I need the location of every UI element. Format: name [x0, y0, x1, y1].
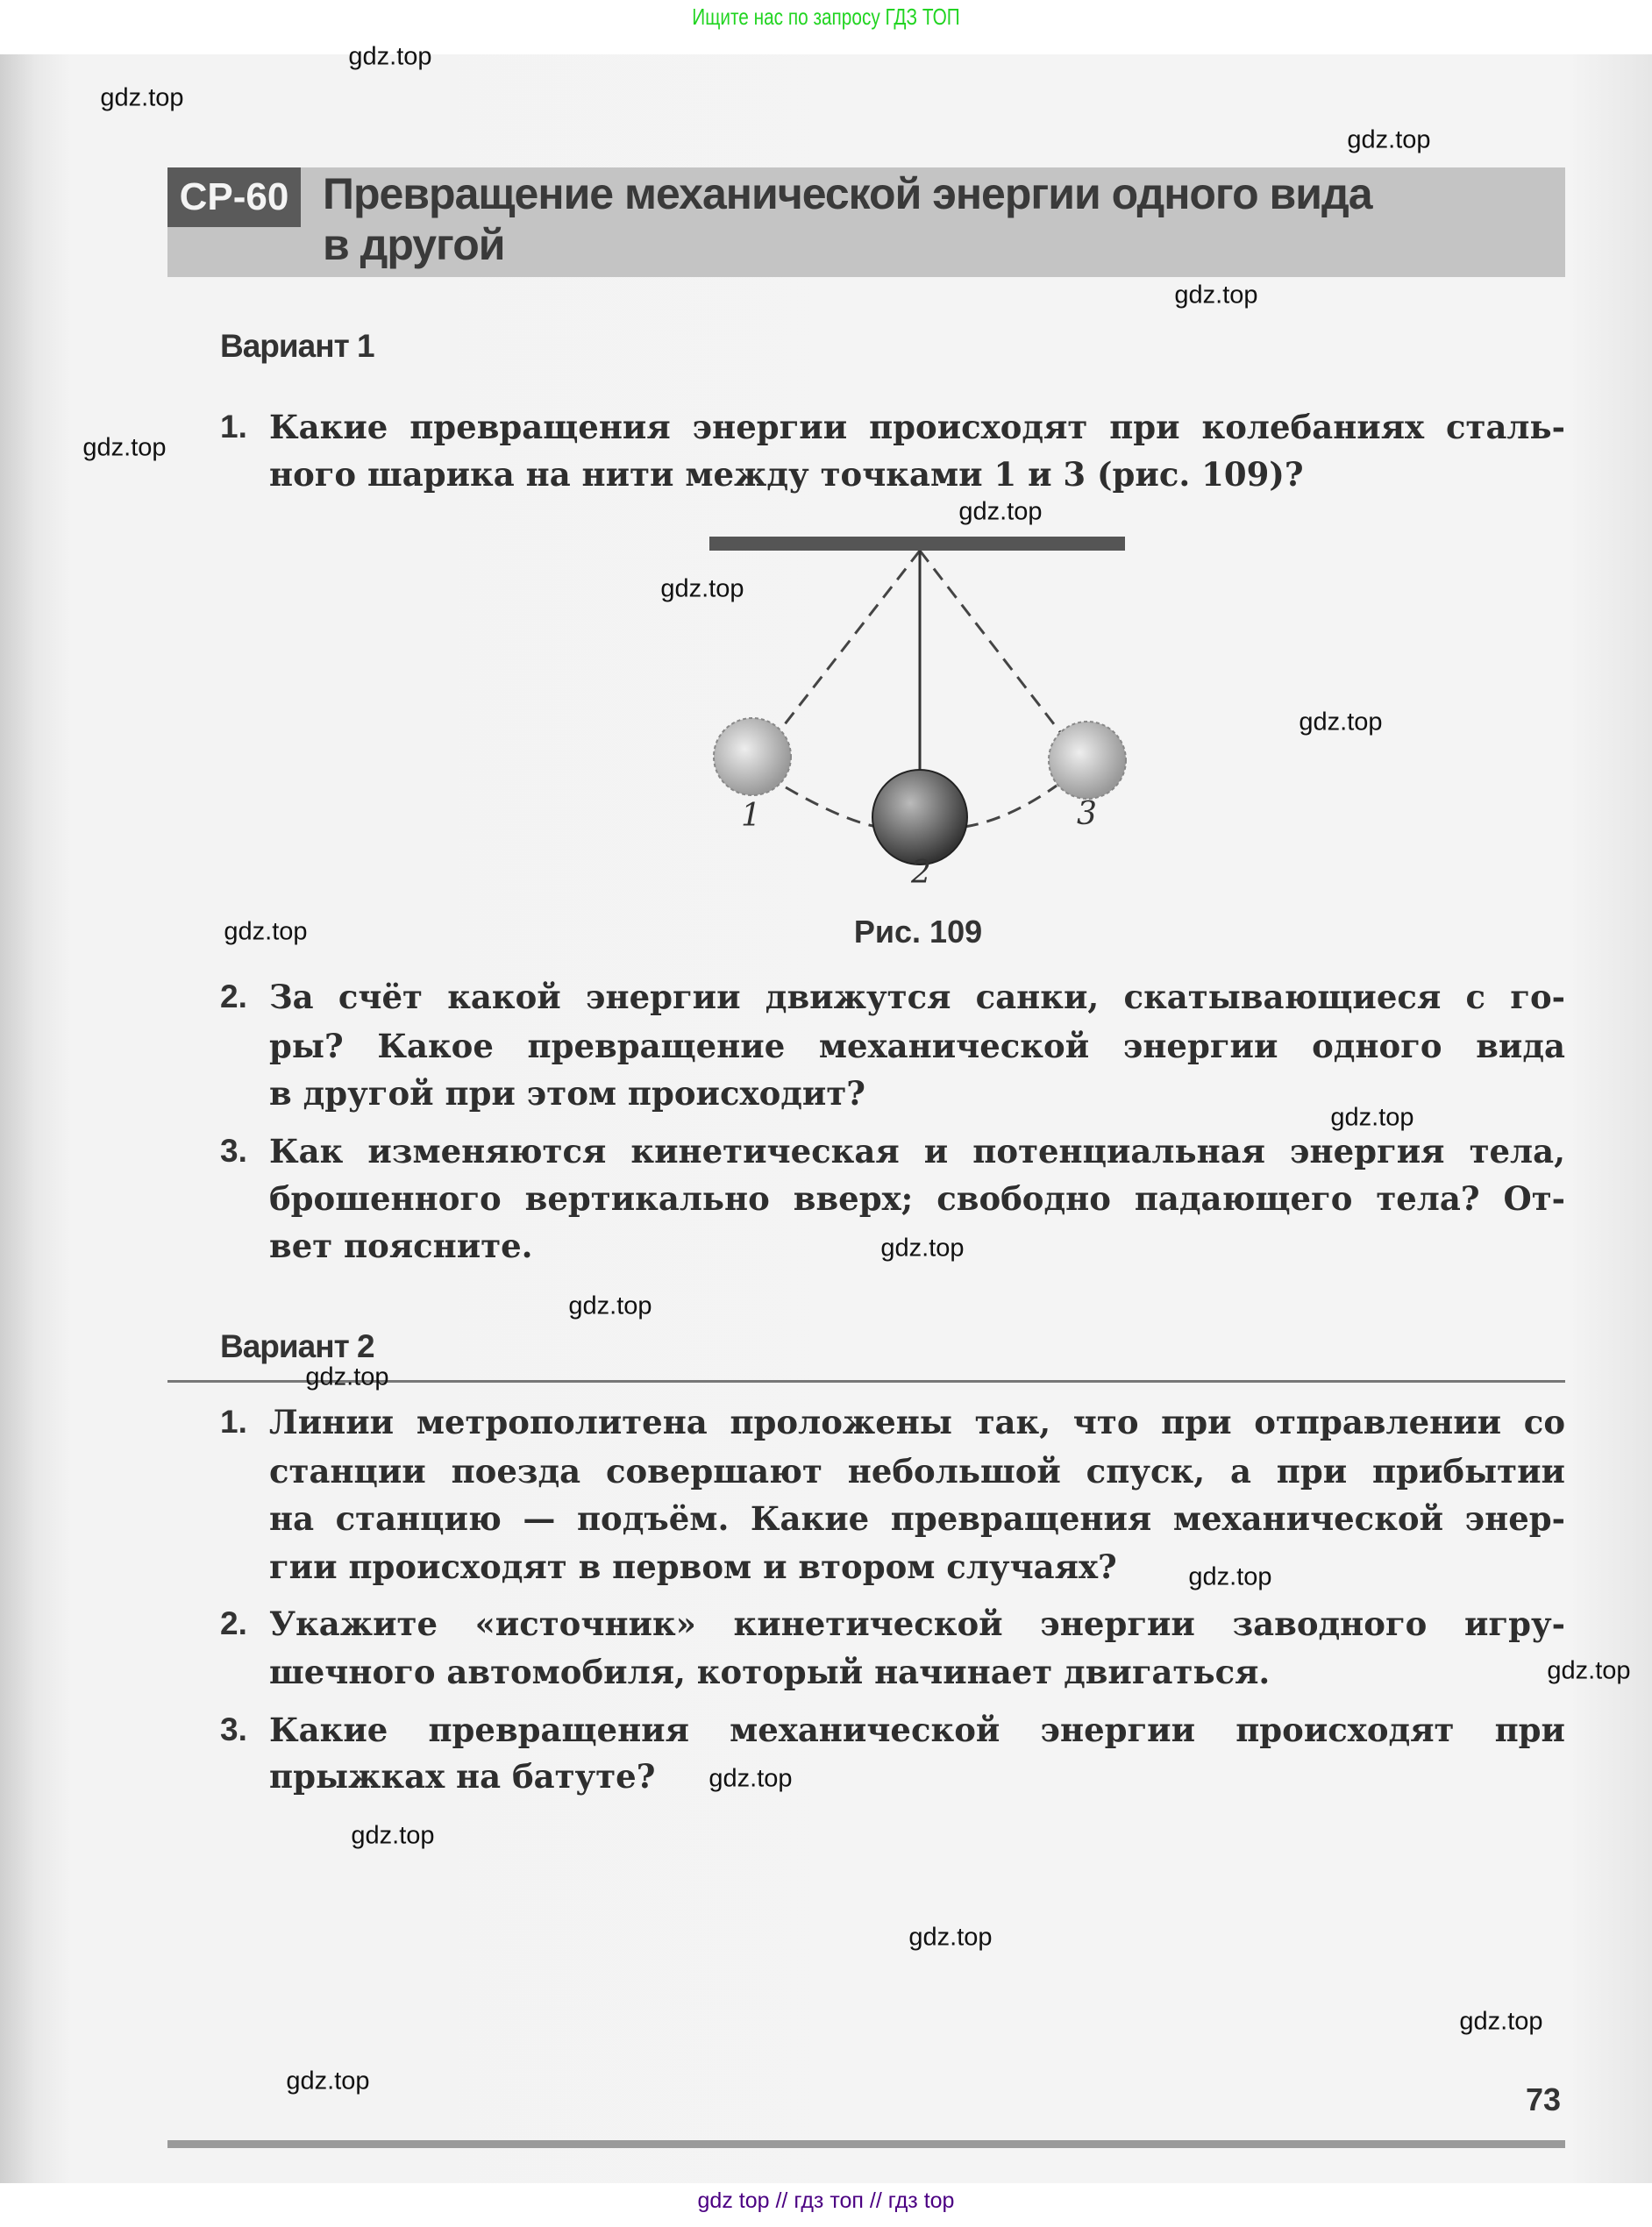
section-code: СР-60	[167, 167, 301, 227]
question-number: 3.	[220, 1133, 247, 1169]
watermark: gdz.top	[568, 1291, 652, 1320]
question-number: 1.	[220, 1404, 247, 1440]
watermark: gdz.top	[1330, 1103, 1414, 1132]
question-line: ного шарика на нити между точками 1 и 3 (рис. 109)?	[269, 455, 1304, 494]
question-line: За счёт какой энергии движутся санки, скатывающиеся с го-	[269, 978, 1565, 1016]
suspension-bar	[709, 537, 1125, 551]
thread-position-3	[920, 551, 1060, 732]
thread-position-1	[779, 551, 920, 732]
watermark: gdz.top	[1174, 281, 1258, 310]
variant-1-heading: Вариант 1	[220, 328, 374, 364]
title-line: в другой	[323, 220, 505, 269]
watermark: gdz.top	[1459, 2007, 1543, 2036]
question-line: брошенного вертикально вверх; свободно падающего тела? От-	[269, 1179, 1565, 1218]
label-1: 1	[741, 798, 761, 834]
trajectory-left	[786, 787, 877, 827]
question-line: Какие превращения энергии происходят при колебаниях сталь-	[269, 408, 1565, 446]
watermark: gdz.top	[908, 1923, 993, 1952]
search-banner: Ищите нас по запросу ГДЗ ТОП	[692, 4, 960, 30]
question-line: вет поясните.	[269, 1227, 533, 1265]
watermark: gdz.top	[958, 497, 1043, 526]
question-line: в другой при этом происходит?	[269, 1074, 865, 1113]
watermark: gdz.top	[100, 83, 184, 112]
watermark: gdz.top	[1299, 708, 1383, 736]
trajectory-right	[965, 786, 1057, 827]
question-line: Какие превращения механической энергии происходят при	[269, 1711, 1565, 1749]
label-2: 2	[911, 855, 931, 891]
watermark: gdz.top	[1347, 125, 1431, 154]
question-line: станции поезда совершают небольшой спуск, а при прибытии	[269, 1452, 1565, 1491]
question-line: Укажите «источник» кинетической энергии заводного игру-	[269, 1604, 1565, 1643]
watermark: gdz.top	[286, 2067, 370, 2095]
question-line: ры? Какое превращение механической энергии одного вида	[269, 1027, 1565, 1065]
watermark: gdz.top	[880, 1234, 965, 1263]
ball-position-2	[872, 770, 967, 864]
watermark: gdz.top	[709, 1764, 793, 1793]
watermark: gdz.top	[1547, 1656, 1631, 1685]
question-line: на станцию — подъём. Какие превращения механической энер-	[269, 1499, 1565, 1538]
question-line: гии происходят в первом и втором случаях?	[269, 1548, 1117, 1586]
watermark: gdz.top	[82, 433, 167, 462]
question-number: 2.	[220, 1605, 247, 1641]
figure-caption: Рис. 109	[853, 914, 983, 950]
question-number: 2.	[220, 978, 247, 1014]
footer-links: gdz top // гдз топ // гдз top	[697, 2188, 955, 2213]
ball-position-1	[714, 718, 791, 795]
watermark: gdz.top	[224, 917, 308, 946]
question-line: шечного автомобиля, который начинает двигаться.	[269, 1653, 1271, 1691]
watermark: gdz.top	[660, 574, 744, 603]
ball-position-3	[1049, 722, 1126, 799]
question-line: Как изменяются кинетическая и потенциальная энергия тела,	[269, 1132, 1565, 1170]
question-number: 3.	[220, 1711, 247, 1747]
question-line: прыжках на батуте?	[269, 1757, 656, 1796]
page-number: 73	[1525, 2081, 1562, 2117]
watermark: gdz.top	[348, 42, 432, 71]
watermark: gdz.top	[305, 1363, 389, 1391]
title-line: Превращение механической энергии одного вида	[323, 169, 1372, 218]
question-number: 1.	[220, 409, 247, 445]
watermark: gdz.top	[351, 1821, 435, 1850]
variant-2-heading: Вариант 2	[220, 1328, 374, 1364]
label-3: 3	[1077, 796, 1097, 832]
watermark: gdz.top	[1188, 1562, 1272, 1591]
bottom-rule	[167, 2140, 1565, 2148]
question-line: Линии метрополитена проложены так, что при отправлении со	[269, 1403, 1565, 1441]
